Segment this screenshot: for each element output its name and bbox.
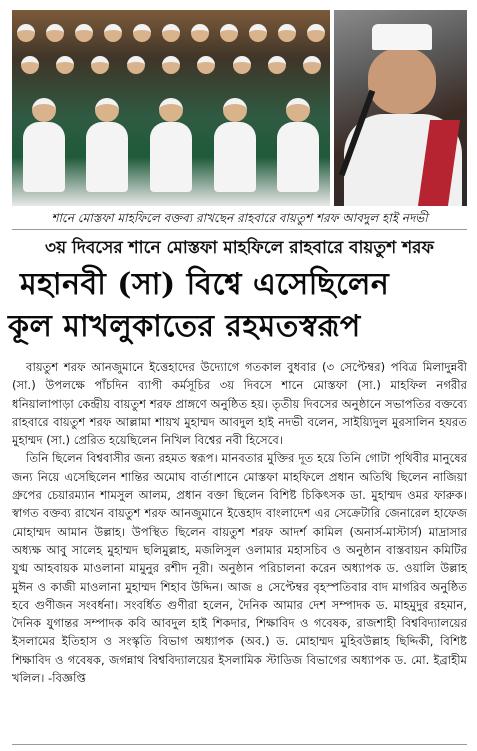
- crowd-back-row: [12, 24, 330, 42]
- photo-caption: শানে মোস্তফা মাহফিলে বক্তব্য রাখছেন রাহবারে বায়তুশ শরফ আবদুল হাই নদভী: [12, 207, 467, 230]
- article-paragraph: বায়তুশ শরফ আনজুমানে ইত্তেহাদের উদ্যোগে গতকাল বুধবার (৩ সেপ্টেম্বর) পবিত্র মিলাদুন্নবী (সা.) উপলক্ষে পাঁচদিন ব্যাপী কর্মসূচির ৩য় দিবসে শানে মোস্তফা (সা.) মাহফিল নগরীর ধনিয়ালাপাড়া কেন্দ্রীয় বায়তুশ শরফ প্রাঙ্গণে অনুষ্ঠিত হয়। তৃতীয় দিবসের অনুষ্ঠানে সভাপতির বক্তব্যে রাহবারে বায়তুশ শরফ আল্লামা শায়খ মুহাম্মদ আবদুল হাই নদভী বলেন, সাইয়্যিদুল মুরসালিন হযরত মুহাম্মদ (সা.) প্রেরিত হয়েছিলেন নিখিল বিশ্বের নবী হিসেবে।: [12, 360, 467, 448]
- article-paragraph: তিনি ছিলেন বিশ্ববাসীর জন্য রহমত স্বরূপ। মানবতার মুক্তির দূত হয়ে তিনি গোটা পৃথিবীর মানুষের জন্য নিয়ে এসেছিলেন শান্তির অমোঘ বার্তা।শানে মোস্তফা মাহফিলে প্রধান অতিথি ছিলেন নাজিয়া গ্রুপের চেয়ারম্যান শামসুল আলম, প্রধান বক্তা ছিলেন বিশিষ্ট চিকিৎসক ডা. মুহাম্মদ ওমর ফারুক। স্বাগত বক্তব্য রাখেন বায়তুশ শরফ আনজুমানে ইত্তেহাদ বাংলাদেশ এর সেক্রেটারি জেনারেল হাফেজ মোহাম্মদ আমান উল্লাহ। উপস্থিত ছিলেন বায়তুশ শরফ আদর্শ কামিল (অনার্স-মাস্টার্স) মাদ্রাসার অধ্যক্ষ আবু সালেহ মুহাম্মদ ছলিমুল্লাহ, মজলিসুল ওলামার মহাসচিব ও অনুষ্ঠান বাস্তবায়ন কমিটির যুগ্ম আহবায়ক মাওলানা মামুনুর রশীদ নূরী। অনুষ্ঠান পরিচালনা করেন অধ্যাপক ড. ওয়ালি উল্লাহ মুঈন ও কাজী মাওলানা মুহাম্মদ শিহাব উদ্দিন। আজ ৪ সেপ্টেম্বর বৃহস্পতিবার বাদ মাগরিব অনুষ্ঠিত হবে গুণীজন সংবর্ধনা। সংবর্ধিত গুণীরা হলেন, দৈনিক আমার দেশ সম্পাদক ড. মাহমুদুর রহমান, দৈনিক যুগান্তর সম্পাদক কবি আবদুল হাই শিকদার, শিক্ষাবিদ ও গবেষক, রাজশাহী বিশ্ববিদ্যালয়ের ইসলামের ইতিহাস ও সংস্কৃতি বিভাগ অধ্যাপক (অব.) ড. মোহাম্মদ মুহিবউল্লাহ ছিদ্দিকী, বিশিষ্ট শিক্ষাবিদ ও গবেষক, জগন্নাথ বিশ্ববিদ্যালয়ের ইসলামিক স্টাডিজ বিভাগের অধ্যাপক ড. মো. ইব্রাহীম খলিল। -বিজ্ঞপ্তি: [12, 451, 467, 686]
- crowd-front-heads: [12, 98, 330, 122]
- audience-photo: [12, 10, 330, 206]
- bottom-divider: [12, 744, 467, 745]
- headline-line-1: মহানবী (সা) বিশ্বে এসেছিলেন: [20, 267, 390, 302]
- main-headline: [8, 264, 469, 348]
- kicker-headline: ৩য় দিবসের শানে মোস্তফা মাহফিলে রাহবারে বায়তুশ শরফ: [45, 238, 434, 258]
- news-photo-block: [12, 10, 467, 206]
- speaker-photo: [334, 10, 467, 206]
- crowd-front-row: [12, 122, 330, 192]
- headline-line-2: কূল মাখলুকাতের রহমতস্বরূপ: [8, 309, 361, 344]
- crowd-middle-row: [12, 56, 330, 74]
- article-body: [12, 358, 467, 687]
